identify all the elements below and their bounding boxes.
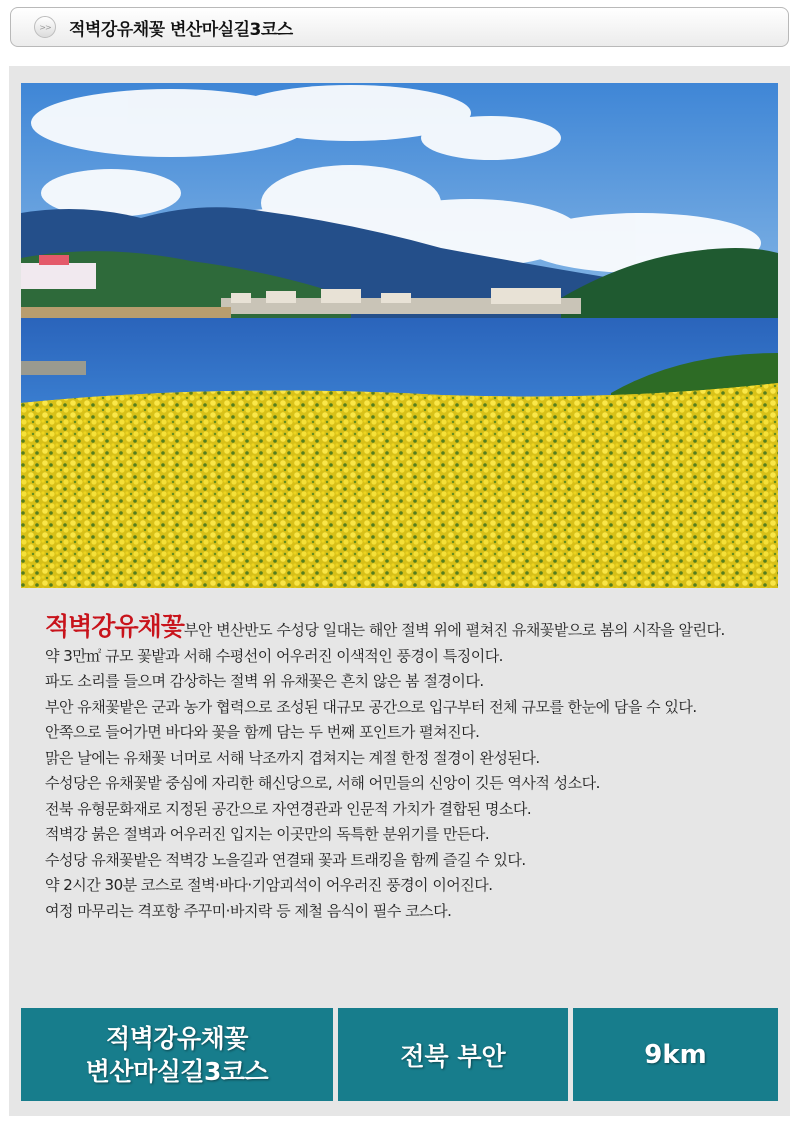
- description-line: 맑은 날에는 유채꽃 너머로 서해 낙조까지 겹쳐지는 계절 한정 절경이 완성된다.: [45, 748, 540, 767]
- description-line: 수성당은 유채꽃밭 중심에 자리한 해신당으로, 서해 어민들의 신앙이 깃든 역사적 성소다.: [45, 774, 600, 792]
- course-info-bar: [21, 1008, 778, 1101]
- course-region-cell: [338, 1008, 568, 1101]
- description-line: 여정 마무리는 격포항 주꾸미·바지락 등 제철 음식이 필수 코스다.: [45, 901, 452, 920]
- description-first-paragraph: [45, 614, 771, 644]
- page-title: 적벽강유채꽃 변산마실길3코스: [69, 19, 293, 40]
- course-distance: 9km: [644, 1039, 707, 1070]
- content-panel: [9, 66, 790, 1116]
- course-distance-cell: [573, 1008, 778, 1101]
- description-line: 약 2시간 30분 코스로 절벽·바다·기암괴석이 어우러진 풍경이 이어진다.: [45, 876, 493, 894]
- title-bar: [10, 7, 789, 47]
- description-line: 약 3만㎡ 규모 꽃밭과 서해 수평선이 어우러진 이색적인 풍경이 특징이다.: [45, 646, 503, 665]
- description-lead: 적벽강유채꽃: [45, 612, 184, 641]
- course-region: 전북 부안: [400, 1041, 506, 1071]
- course-name-cell: [21, 1008, 333, 1101]
- rapeseed-flower-photo: [21, 83, 778, 588]
- description-line: 수성당 유채꽃밭은 적벽강 노을길과 연결돼 꽃과 트래킹을 함께 즐길 수 있다.: [45, 850, 526, 869]
- course-description: [45, 614, 771, 924]
- description-first-line: 부안 변산반도 수성당 일대는 해안 절벽 위에 펼쳐진 유채꽃밭으로 봄의 시작을 알린다.: [183, 621, 725, 639]
- description-line: 파도 소리를 들으며 감상하는 절벽 위 유채꽃은 흔치 않은 봄 절경이다.: [45, 672, 484, 690]
- description-line: 부안 유채꽃밭은 군과 농가 협력으로 조성된 대규모 공간으로 입구부터 전체 규모를 한눈에 담을 수 있다.: [45, 697, 697, 716]
- photo-illustration: [21, 83, 778, 588]
- course-name-line1: 적벽강유채꽃: [106, 1023, 248, 1053]
- description-line: 전북 유형문화재로 지정된 공간으로 자연경관과 인문적 가치가 결합된 명소다.: [45, 799, 532, 818]
- course-name-line2: 변산마실길3코스: [85, 1056, 269, 1086]
- description-line: 안쪽으로 들어가면 바다와 꽃을 함께 담는 두 번째 포인트가 펼쳐진다.: [45, 723, 480, 741]
- double-chevron-right-icon: >>: [34, 16, 56, 38]
- description-line: 적벽강 붉은 절벽과 어우러진 입지는 이곳만의 독특한 분위기를 만든다.: [45, 825, 490, 843]
